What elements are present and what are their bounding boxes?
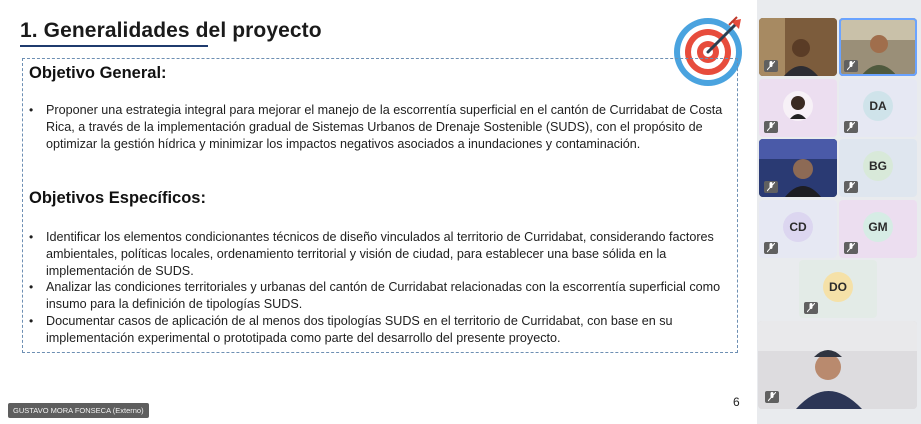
initials-avatar: DA (863, 91, 893, 121)
initials-avatar: DO (823, 272, 853, 302)
participant-video-tile[interactable] (759, 139, 837, 197)
mic-muted-icon (844, 60, 858, 72)
title-underline (20, 45, 208, 47)
list-item: • Proponer una estrategia integral para mejorar el manejo de la escorrentía superficial en el cantón de Curridabat de Costa Rica, a través de la implementación gradual de Sistemas Urbanos de Drenaje Sostenible (SUDS), con el propósito de optimizar la gestión hídrica y minimizar los impactos negativos asociados a inundaciones y contaminación. (27, 102, 731, 152)
presenter-video-tile[interactable] (758, 321, 917, 409)
initials-avatar: GM (863, 212, 893, 242)
list-item: • Documentar casos de aplicación de al menos dos tipologías SUDS en el territorio de Curridabat, con base en su implementación experimental o prototipada como parte del desarrollo del presente proyecto. (27, 313, 731, 347)
initials-avatar: BG (863, 151, 893, 181)
participant-video-tile[interactable] (759, 18, 837, 76)
presenter-video (758, 321, 917, 409)
list-item: • Analizar las condiciones territoriales y urbanas del cantón de Curridabat relacionadas con la escorrentía superficial como insumo para la definición de tipologías SUDS. (27, 279, 731, 313)
mic-muted-icon (844, 181, 858, 193)
objetivo-general-list (27, 102, 731, 152)
mic-muted-icon (764, 121, 778, 133)
mic-muted-icon (844, 121, 858, 133)
initials-avatar: CD (783, 212, 813, 242)
list-item: • Identificar los elementos condicionantes técnicos de diseño vinculados al territorio de Curridabat, considerando factores ambientales, políticas locales, ordenamiento territorial y visión de ciudad, para establecer una base sólida en la implementación de SUDS. (27, 229, 731, 279)
participant-initials-tile[interactable] (799, 260, 877, 318)
objectives-box (22, 58, 738, 353)
participant-initials-tile[interactable] (759, 200, 837, 258)
participant-avatar-tile[interactable] (759, 79, 837, 137)
objetivos-especificos-list (27, 229, 731, 347)
participant-video-tile[interactable] (839, 18, 917, 76)
presenter-name-label: GUSTAVO MORA FONSECA (Externo) (8, 403, 149, 418)
mic-muted-icon (765, 391, 779, 403)
page-number: 6 (733, 395, 740, 409)
mic-muted-icon (804, 302, 818, 314)
mic-muted-icon (764, 60, 778, 72)
participant-initials-tile[interactable] (839, 200, 917, 258)
participant-initials-tile[interactable] (839, 139, 917, 197)
participant-initials-tile[interactable] (839, 79, 917, 137)
mic-muted-icon (844, 242, 858, 254)
mic-muted-icon (764, 242, 778, 254)
slide-title: 1. Generalidades del proyecto (20, 19, 322, 42)
objetivos-especificos-heading: Objetivos Específicos: (29, 189, 206, 207)
objetivo-general-heading: Objetivo General: (29, 64, 167, 82)
mic-muted-icon (764, 181, 778, 193)
